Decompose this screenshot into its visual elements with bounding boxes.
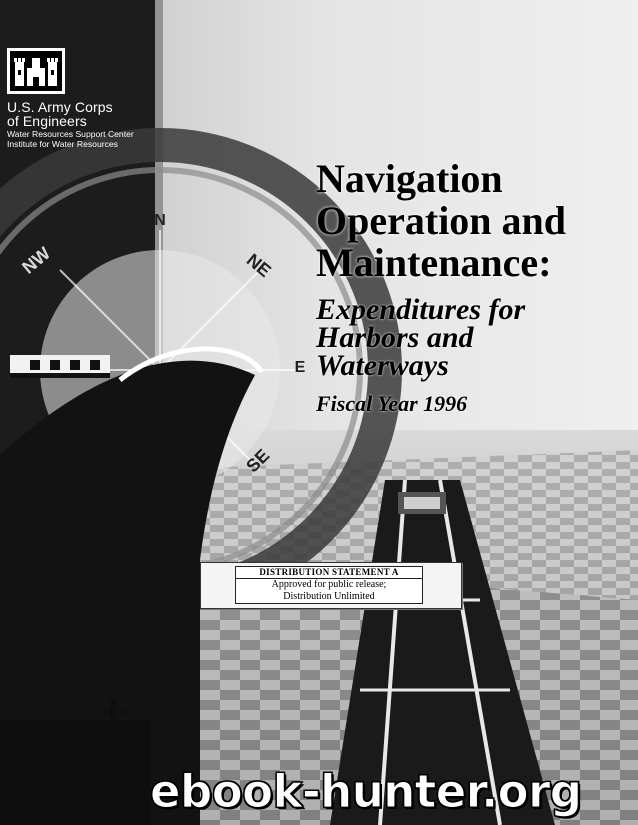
title-block: [316, 158, 626, 416]
subtitle-line3: Waterways: [316, 349, 449, 382]
watermark: ebook-hunter.org: [150, 765, 582, 818]
stamp-statement: DISTRIBUTION STATEMENT A: [236, 567, 422, 579]
title-line3: Maintenance:: [316, 240, 552, 285]
title-line1: Navigation: [316, 156, 503, 201]
title-line2: Operation and: [316, 198, 567, 243]
fiscal-year: Fiscal Year 1996: [316, 391, 468, 416]
distribution-stamp-box: [235, 566, 423, 604]
org-sub-line1: Water Resources Support Center: [7, 129, 134, 139]
subtitle-block: [316, 293, 626, 382]
subtitle-line1: Expenditures for: [316, 293, 526, 326]
compass-se: SE: [242, 445, 274, 477]
compass-n: N: [154, 212, 166, 229]
compass-e: E: [294, 359, 306, 376]
org-sub-line2: Institute for Water Resources: [7, 138, 118, 149]
org-name-line1: U.S. Army Corps: [7, 99, 113, 115]
compass-nw: NW: [18, 243, 55, 278]
organization-block: [7, 48, 167, 149]
subtitle-line2: Harbors and: [316, 321, 474, 354]
distribution-stamp: [200, 562, 462, 609]
compass-ne: NE: [242, 249, 275, 282]
org-name-line2: of Engineers: [7, 113, 87, 129]
castle-logo-icon: [7, 48, 65, 94]
stamp-distribution: Distribution Unlimited: [283, 591, 375, 602]
stamp-approval: Approved for public release;: [271, 579, 387, 590]
